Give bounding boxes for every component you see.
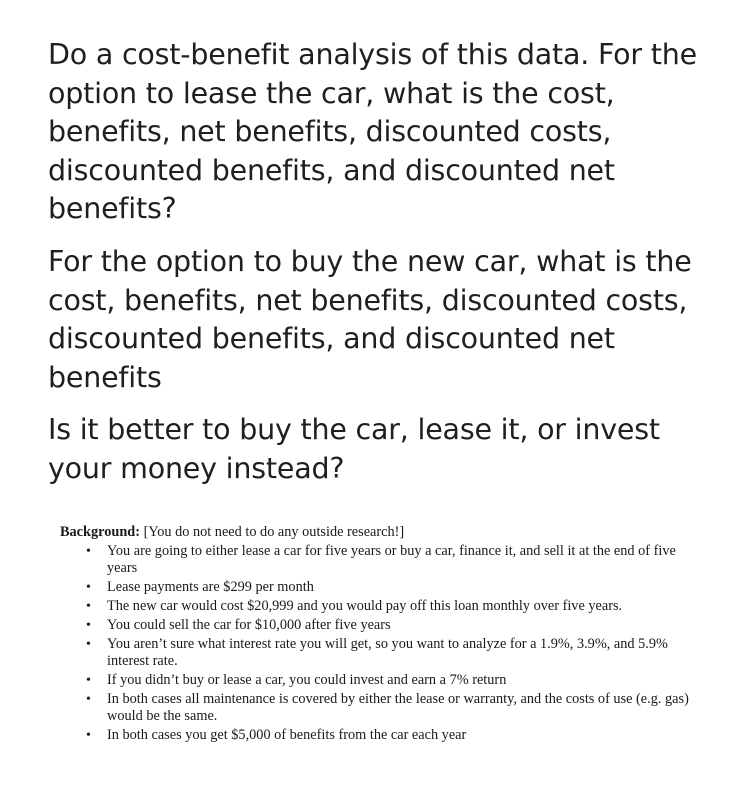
list-item-text: The new car would cost $20,999 and you would pay off this loan monthly over five years. [107, 598, 623, 614]
bullet-icon: • [86, 673, 91, 688]
list-item-text: In both cases you get $5,000 of benefits from the car each year [107, 727, 467, 743]
list-item [60, 617, 700, 634]
list-item-text: If you didn’t buy or lease a car, you could invest and earn a 7% return [107, 672, 507, 688]
bullet-icon: • [86, 637, 91, 652]
bullet-icon: • [86, 692, 91, 707]
background-section [60, 524, 700, 746]
bullet-icon: • [86, 728, 91, 743]
list-item [60, 691, 700, 725]
question-compare: Is it better to buy the car, lease it, or invest your money instead? [48, 413, 660, 485]
bullet-icon: • [86, 618, 91, 633]
list-item [60, 727, 700, 744]
list-item-text: You aren’t sure what interest rate you will get, so you want to analyze for a 1.9%, 3.9%, and 5.9% interest rate. [107, 636, 668, 669]
question-lease: Do a cost-benefit analysis of this data. For the option to lease the car, what is the cost, benefits, net benefits, discounted costs, discounted benefits, and discounted net benefits? [48, 38, 697, 225]
list-item-text: Lease payments are $299 per month [107, 579, 314, 595]
bullet-icon: • [86, 580, 91, 595]
list-item-text: You could sell the car for $10,000 after five years [107, 617, 391, 633]
bullet-icon: • [86, 544, 91, 559]
background-note: [You do not need to do any outside research!] [143, 524, 405, 540]
list-item [60, 543, 700, 577]
question-buy: For the option to buy the new car, what is the cost, benefits, net benefits, discounted costs, discounted benefits, and discounted net benefits [48, 245, 692, 394]
background-heading [60, 524, 700, 541]
list-item [60, 672, 700, 689]
list-item-text: You are going to either lease a car for five years or buy a car, finance it, and sell it at the end of five years [107, 543, 676, 576]
list-item [60, 636, 700, 670]
list-item-text: In both cases all maintenance is covered by either the lease or warranty, and the costs of use (e.g. gas) would be the same. [107, 691, 689, 724]
bullet-icon: • [86, 599, 91, 614]
list-item [60, 579, 700, 596]
list-item [60, 598, 700, 615]
background-label: Background: [60, 524, 140, 540]
background-list [60, 543, 700, 744]
